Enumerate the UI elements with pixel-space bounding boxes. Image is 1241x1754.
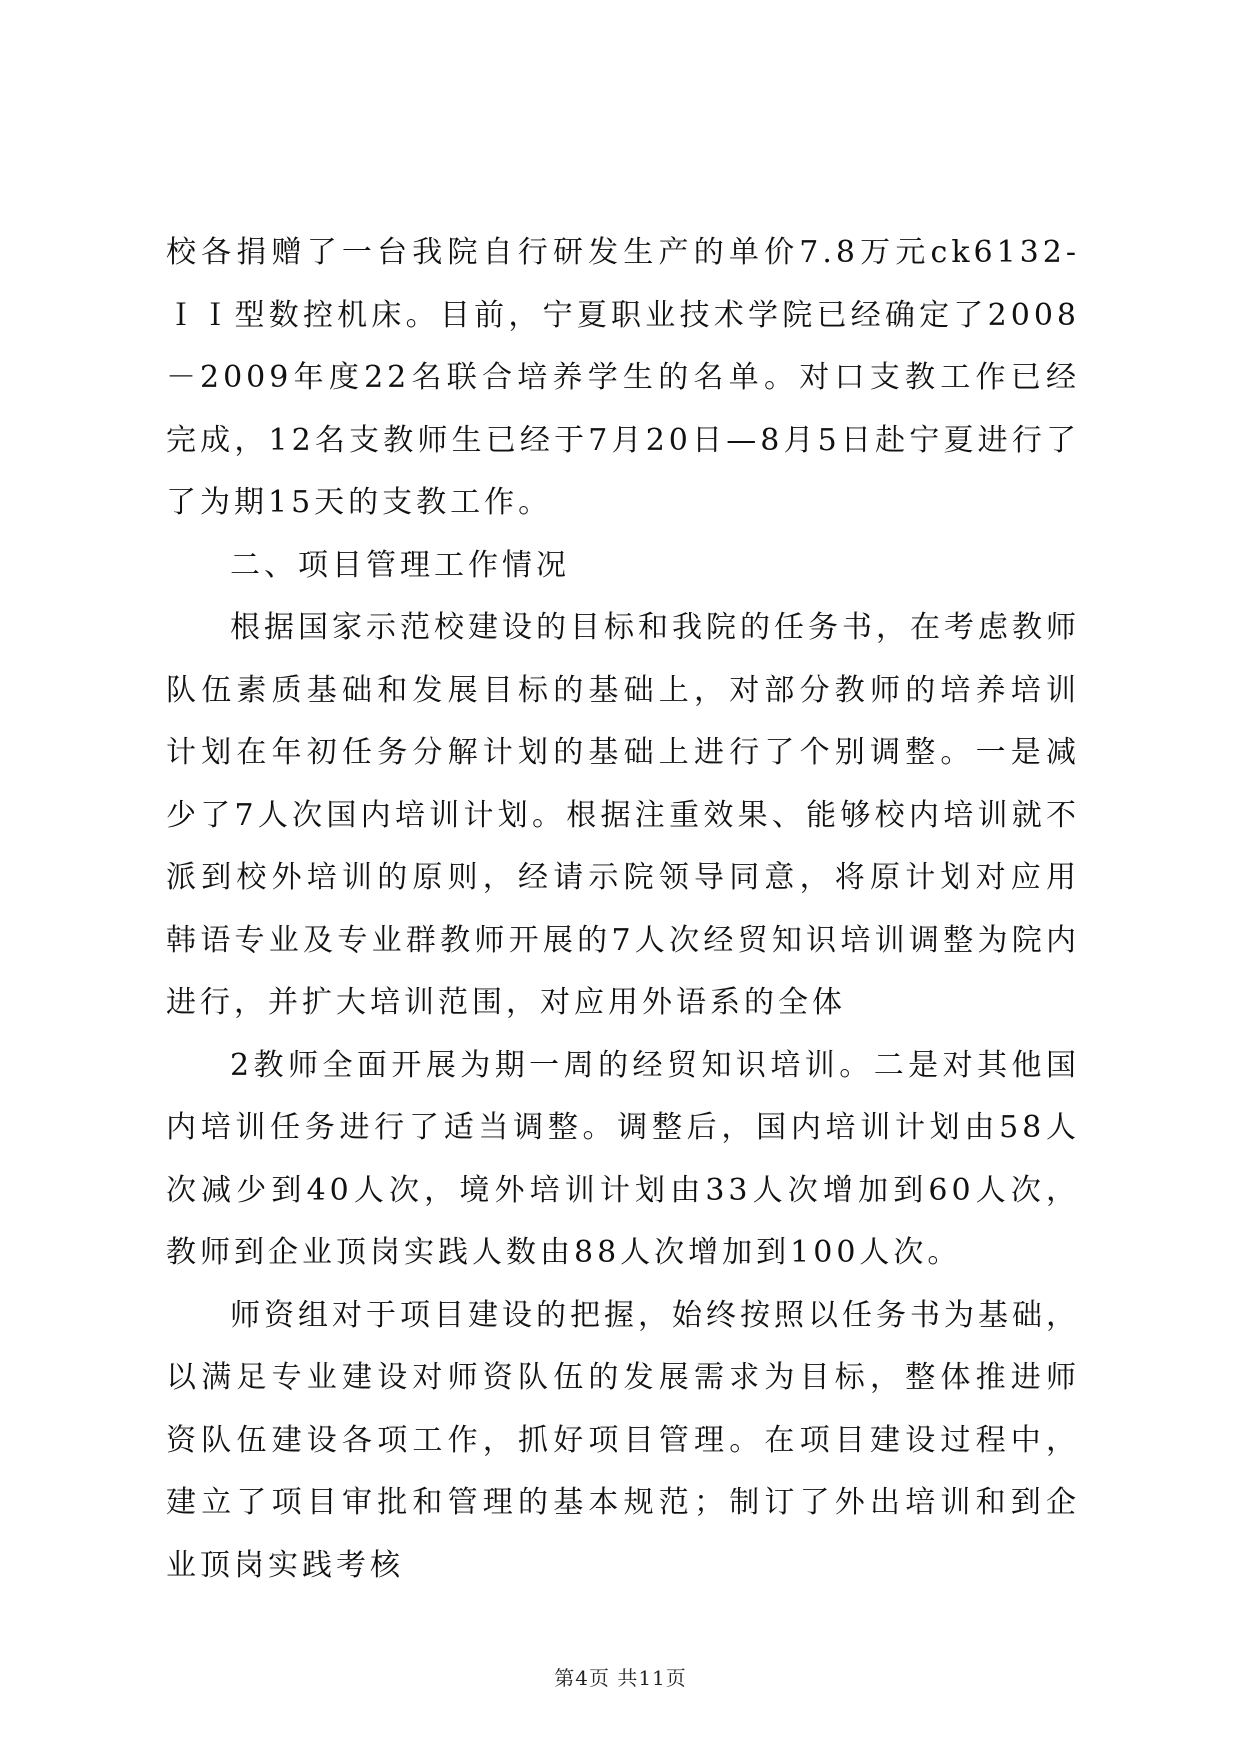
paragraph-training: 2教师全面开展为期一周的经贸知识培训。二是对其他国内培训任务进行了适当调整。调整后，国内培训计划由58人次减少到40人次，境外培训计划由33人次增加到60人次，教师到企业顶岗实践人数由88人次增加到100人次。 [166,1047,1080,1270]
paragraph-continuation: 校各捐赠了一台我院自行研发生产的单价7.8万元ck6132-ＩＩ型数控机床。目前，宁夏职业技术学院已经确定了2008－2009年度22名联合培养学生的名单。对口支教工作已经完成，12名支教师生已经于7月20日—8月5日赴宁夏进行了了为期15天的支教工作。 [166,235,1080,520]
section-heading: 二、项目管理工作情况 [230,547,570,583]
page-number-footer: 第4页 共11页 [554,1666,687,1690]
paragraph-management: 师资组对于项目建设的把握，始终按照以任务书为基础，以满足专业建设对师资队伍的发展需求为目标，整体推进师资队伍建设各项工作，抓好项目管理。在项目建设过程中，建立了项目审批和管理的基本规范；制订了外出培训和到企业顶岗实践考核 [166,1297,1080,1583]
paragraph-adjustment: 根据国家示范校建设的目标和我院的任务书，在考虑教师队伍素质基础和发展目标的基础上，对部分教师的培养培训计划在年初任务分解计划的基础上进行了个别调整。一是减少了7人次国内培训计划。根据注重效果、能够校内培训就不派到校外培训的原则，经请示院领导同意，将原计划对应用韩语专业及专业群教师开展的7人次经贸知识培训调整为院内进行，并扩大培训范围，对应用外语系的全体 [166,610,1080,1020]
document-body [166,222,1080,1597]
